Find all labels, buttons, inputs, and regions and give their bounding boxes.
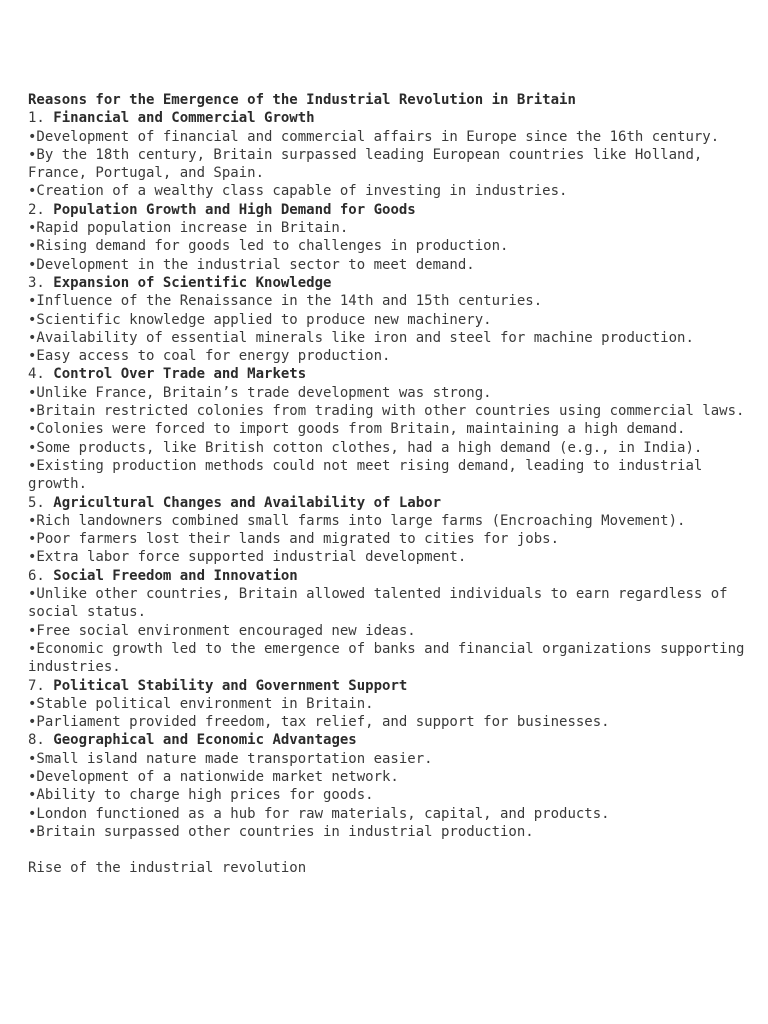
bullet-item: •Availability of essential minerals like iron and steel for machine production. xyxy=(28,329,694,346)
section-list xyxy=(28,109,753,841)
bullet-item: •Small island nature made transportation easier. xyxy=(28,750,433,767)
section-heading-text: Social Freedom and Innovation xyxy=(53,567,298,584)
bullet-item: •Development of financial and commercial affairs in Europe since the 16th century. xyxy=(28,128,720,145)
section-heading-text: Expansion of Scientific Knowledge xyxy=(53,274,332,291)
section xyxy=(28,109,753,200)
section-number: 3. xyxy=(28,274,45,291)
bullet-item: •Unlike France, Britain’s trade development was strong. xyxy=(28,384,492,401)
footer-text: Rise of the industrial revolution xyxy=(28,860,307,877)
bullet-item: •Creation of a wealthy class capable of investing in industries. xyxy=(28,183,568,200)
bullet-item: •Colonies were forced to import goods from Britain, maintaining a high demand. xyxy=(28,421,686,438)
section-heading-text: Financial and Commercial Growth xyxy=(53,110,315,127)
section xyxy=(28,677,753,732)
section-heading xyxy=(28,494,753,512)
bullet-item: •London functioned as a hub for raw materials, capital, and products. xyxy=(28,805,610,822)
section-heading-text: Agricultural Changes and Availability of Labor xyxy=(53,494,442,511)
bullet-item: •Parliament provided freedom, tax relief, and support for businesses. xyxy=(28,714,610,731)
section-number: 7. xyxy=(28,677,45,694)
bullet-item: •Britain surpassed other countries in industrial production. xyxy=(28,823,534,840)
section-heading-text: Population Growth and High Demand for Goods xyxy=(53,201,416,218)
section-heading xyxy=(28,274,753,292)
bullet-item: •Scientific knowledge applied to produce new machinery. xyxy=(28,311,492,328)
section-heading xyxy=(28,731,753,749)
bullet-item: •Poor farmers lost their lands and migrated to cities for jobs. xyxy=(28,531,560,548)
section-number: 1. xyxy=(28,110,45,127)
bullet-item: •Ability to charge high prices for goods. xyxy=(28,787,374,804)
bullet-item: •Rapid population increase in Britain. xyxy=(28,220,349,237)
section-heading xyxy=(28,201,753,219)
bullet-item: •By the 18th century, Britain surpassed leading European countries like Holland, France, Portugal, and Spain. xyxy=(28,146,711,182)
section-number: 2. xyxy=(28,201,45,218)
blank-line xyxy=(28,841,753,859)
bullet-item: •Free social environment encouraged new ideas. xyxy=(28,622,416,639)
section xyxy=(28,365,753,493)
bullet-item: •Some products, like British cotton clothes, had a high demand (e.g., in India). xyxy=(28,439,703,456)
section-number: 5. xyxy=(28,494,45,511)
bullet-item: •Unlike other countries, Britain allowed talented individuals to earn regardless of social status. xyxy=(28,586,737,621)
section xyxy=(28,201,753,274)
bullet-item: •Economic growth led to the emergence of banks and financial organizations supporting industries. xyxy=(28,640,753,676)
section xyxy=(28,274,753,365)
section xyxy=(28,494,753,567)
bullet-item: •Extra labor force supported industrial development. xyxy=(28,549,467,566)
section-heading-text: Geographical and Economic Advantages xyxy=(53,732,357,749)
section-heading-text: Control Over Trade and Markets xyxy=(53,366,307,383)
bullet-item: •Rich landowners combined small farms into large farms (Encroaching Movement). xyxy=(28,512,686,529)
bullet-item: •Stable political environment in Britain. xyxy=(28,695,374,712)
section-number: 8. xyxy=(28,732,45,749)
section-heading xyxy=(28,677,753,695)
bullet-item: •Development in the industrial sector to meet demand. xyxy=(28,256,475,273)
section-heading xyxy=(28,567,753,585)
bullet-item: •Influence of the Renaissance in the 14th and 15th centuries. xyxy=(28,293,543,310)
document-title: Reasons for the Emergence of the Industrial Revolution in Britain xyxy=(28,92,576,108)
section xyxy=(28,731,753,841)
section-heading xyxy=(28,109,753,127)
section xyxy=(28,567,753,677)
bullet-item: •Existing production methods could not meet rising demand, leading to industrial growth. xyxy=(28,457,711,493)
section-heading xyxy=(28,365,753,383)
document-body xyxy=(28,91,753,878)
section-number: 4. xyxy=(28,366,45,383)
section-number: 6. xyxy=(28,567,45,584)
bullet-item: •Rising demand for goods led to challenges in production. xyxy=(28,238,509,255)
bullet-item: •Britain restricted colonies from trading with other countries using commercial laws. xyxy=(28,403,745,420)
section-heading-text: Political Stability and Government Support xyxy=(53,677,408,694)
bullet-item: •Easy access to coal for energy production. xyxy=(28,348,391,365)
bullet-item: •Development of a nationwide market network. xyxy=(28,768,399,785)
